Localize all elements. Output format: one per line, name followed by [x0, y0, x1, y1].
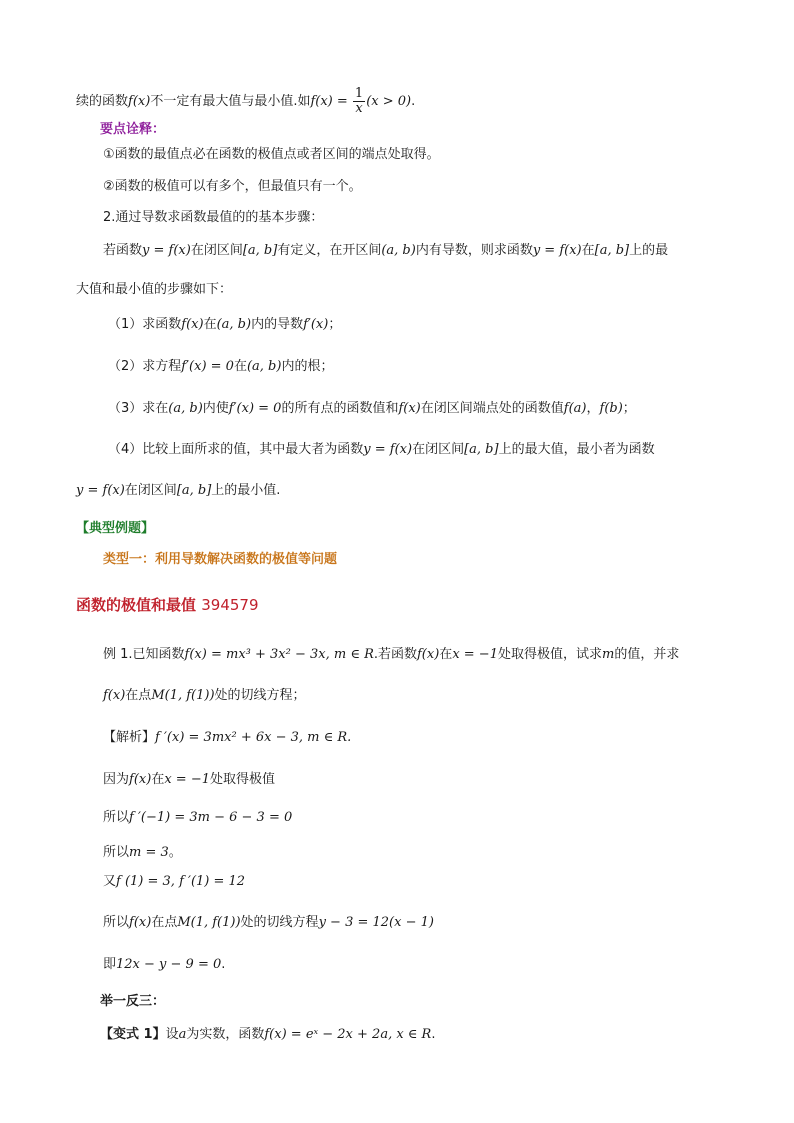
text: 处的切线方程	[240, 915, 319, 930]
text: 在点	[151, 915, 178, 930]
math: f(x)	[181, 317, 204, 332]
step-4-line-1	[108, 441, 655, 459]
variant-1-line	[100, 1026, 435, 1044]
example-1-line-1	[103, 646, 679, 664]
variant-label: 【变式 1】	[100, 1027, 166, 1042]
text: 在闭区间	[190, 243, 243, 258]
text: 在点	[125, 688, 152, 703]
text: 在	[233, 359, 247, 374]
math: f(x)	[398, 401, 421, 416]
section-title-text: 函数的极值和最值	[76, 596, 197, 614]
math: f(a)	[563, 401, 587, 416]
solution-line	[103, 729, 351, 747]
solution-step-5	[103, 914, 434, 932]
math: f′(x) = 0	[228, 401, 282, 416]
practice-heading: 举一反三：	[100, 994, 166, 1009]
text: ，	[586, 401, 600, 416]
notes-heading: 要点诠释：	[100, 122, 166, 137]
math: [a, b]	[176, 483, 212, 498]
math: y = f(x)	[363, 442, 413, 457]
fraction-one-over-x	[353, 87, 365, 116]
text: 处的切线方程；	[214, 688, 306, 703]
solution-label: 【解析】	[103, 730, 156, 745]
math: f ′(x) = 3mx² + 6x − 3, m ∈ R.	[155, 730, 352, 745]
text: 在	[439, 647, 453, 662]
text: 在	[581, 243, 595, 258]
intro-line	[76, 87, 415, 116]
text: 设	[165, 1027, 179, 1042]
text: 在闭区间端点处的函数值	[420, 401, 564, 416]
math: (a, b)	[381, 243, 416, 258]
text: ；	[328, 317, 342, 332]
text: 在闭区间	[124, 483, 177, 498]
notes-item-1: ①函数的最值点必在函数的极值点或者区间的端点处取得。	[103, 147, 440, 162]
steps-paragraph-line-2: 大值和最小值的步骤如下：	[76, 282, 233, 297]
solution-step-4	[103, 873, 245, 891]
math: f(x) = eˣ − 2x + 2a, x ∈ R	[264, 1027, 432, 1042]
text: 的所有点的函数值和	[281, 401, 399, 416]
math: f(x)	[103, 688, 126, 703]
math: 12x − y − 9 = 0	[116, 957, 222, 972]
notes-item-2: ②函数的极值可以有多个，但最值只有一个。	[103, 179, 362, 194]
step-3	[108, 400, 636, 418]
text: 内的导数	[251, 317, 304, 332]
text: （1）求函数	[108, 317, 182, 332]
steps-paragraph-line-1	[103, 242, 668, 260]
math-eq-lhs: f(x) =	[310, 94, 348, 109]
text: 处取得极值，试求	[497, 647, 602, 662]
fraction-denominator: x	[355, 101, 363, 116]
math: (a, b)	[246, 359, 282, 374]
math-fx: f(x)	[128, 94, 151, 109]
solution-step-2	[103, 809, 292, 827]
steps-title: 2.通过导数求函数最值的的基本步骤：	[103, 210, 324, 225]
text: 即	[103, 957, 117, 972]
step-2	[108, 358, 333, 376]
math: m	[601, 647, 615, 662]
solution-step-3	[103, 844, 182, 862]
text: 。	[168, 845, 182, 860]
intro-text-mid: 不一定有最大值与最小值.如	[150, 94, 311, 109]
solution-step-1	[103, 771, 275, 789]
math: f(x) = mx³ + 3x² − 3x, m ∈ R	[184, 647, 374, 662]
intro-end: .	[411, 94, 416, 109]
text: 上的最	[629, 243, 669, 258]
math: m = 3	[129, 845, 169, 860]
math: f(x)	[129, 772, 152, 787]
math-condition: (x > 0)	[366, 94, 412, 109]
math: (a, b)	[168, 401, 203, 416]
text: .	[431, 1027, 436, 1042]
text: 又	[103, 874, 117, 889]
text: 内有导数，则求函数	[415, 243, 533, 258]
math: f′(x)	[303, 317, 329, 332]
text: .若函数	[373, 647, 417, 662]
text: 若函数	[103, 243, 143, 258]
math: f(b)	[599, 401, 623, 416]
text: 的值，并求	[614, 647, 680, 662]
text: 为实数，函数	[186, 1027, 265, 1042]
math: M(1, f(1))	[177, 915, 241, 930]
math: a	[178, 1027, 187, 1042]
text: 有定义，在开区间	[277, 243, 382, 258]
step-1	[108, 316, 341, 334]
text: 处取得极值	[209, 772, 275, 787]
math: x = −1	[164, 772, 210, 787]
math: f(x)	[129, 915, 152, 930]
text: 在	[203, 317, 217, 332]
text: 在闭区间	[412, 442, 465, 457]
section-title	[76, 596, 259, 614]
examples-heading: 【典型例题】	[76, 521, 155, 536]
text: （2）求方程	[108, 359, 182, 374]
math: M(1, f(1))	[151, 688, 215, 703]
solution-step-6	[103, 956, 225, 974]
intro-text: 续的函数	[76, 94, 129, 109]
type-one-heading: 类型一：利用导数解决函数的极值等问题	[103, 552, 338, 567]
text: 内使	[202, 401, 229, 416]
math: [a, b]	[594, 243, 630, 258]
text: 例 1.已知函数	[103, 647, 185, 662]
text: （4）比较上面所求的值，其中最大者为函数	[108, 442, 364, 457]
text: ；	[622, 401, 636, 416]
math: y − 3 = 12(x − 1)	[318, 915, 434, 930]
math: f′(x) = 0	[181, 359, 234, 374]
text: 所以	[103, 845, 130, 860]
math: y = f(x)	[76, 483, 125, 498]
fraction-numerator: 1	[354, 86, 364, 101]
text: .	[221, 957, 226, 972]
section-code: 394579	[201, 596, 259, 614]
math: [a, b]	[242, 243, 278, 258]
math: f ′(−1) = 3m − 6 − 3 = 0	[129, 810, 293, 825]
text: 上的最小值.	[211, 483, 281, 498]
step-4-line-2	[76, 482, 280, 500]
text: 在	[151, 772, 165, 787]
math: f (1) = 3, f ′(1) = 12	[116, 874, 246, 889]
math: [a, b]	[464, 442, 499, 457]
math: (a, b)	[216, 317, 252, 332]
text: 内的根；	[281, 359, 334, 374]
text: 所以	[103, 810, 130, 825]
text: （3）求在	[108, 401, 169, 416]
math: y = f(x)	[532, 243, 582, 258]
example-1-line-2	[103, 687, 306, 705]
math: y = f(x)	[142, 243, 191, 258]
text: 因为	[103, 772, 130, 787]
math: f(x)	[417, 647, 440, 662]
math: x = −1	[452, 647, 498, 662]
text: 上的最大值，最小者为函数	[498, 442, 655, 457]
text: 所以	[103, 915, 130, 930]
